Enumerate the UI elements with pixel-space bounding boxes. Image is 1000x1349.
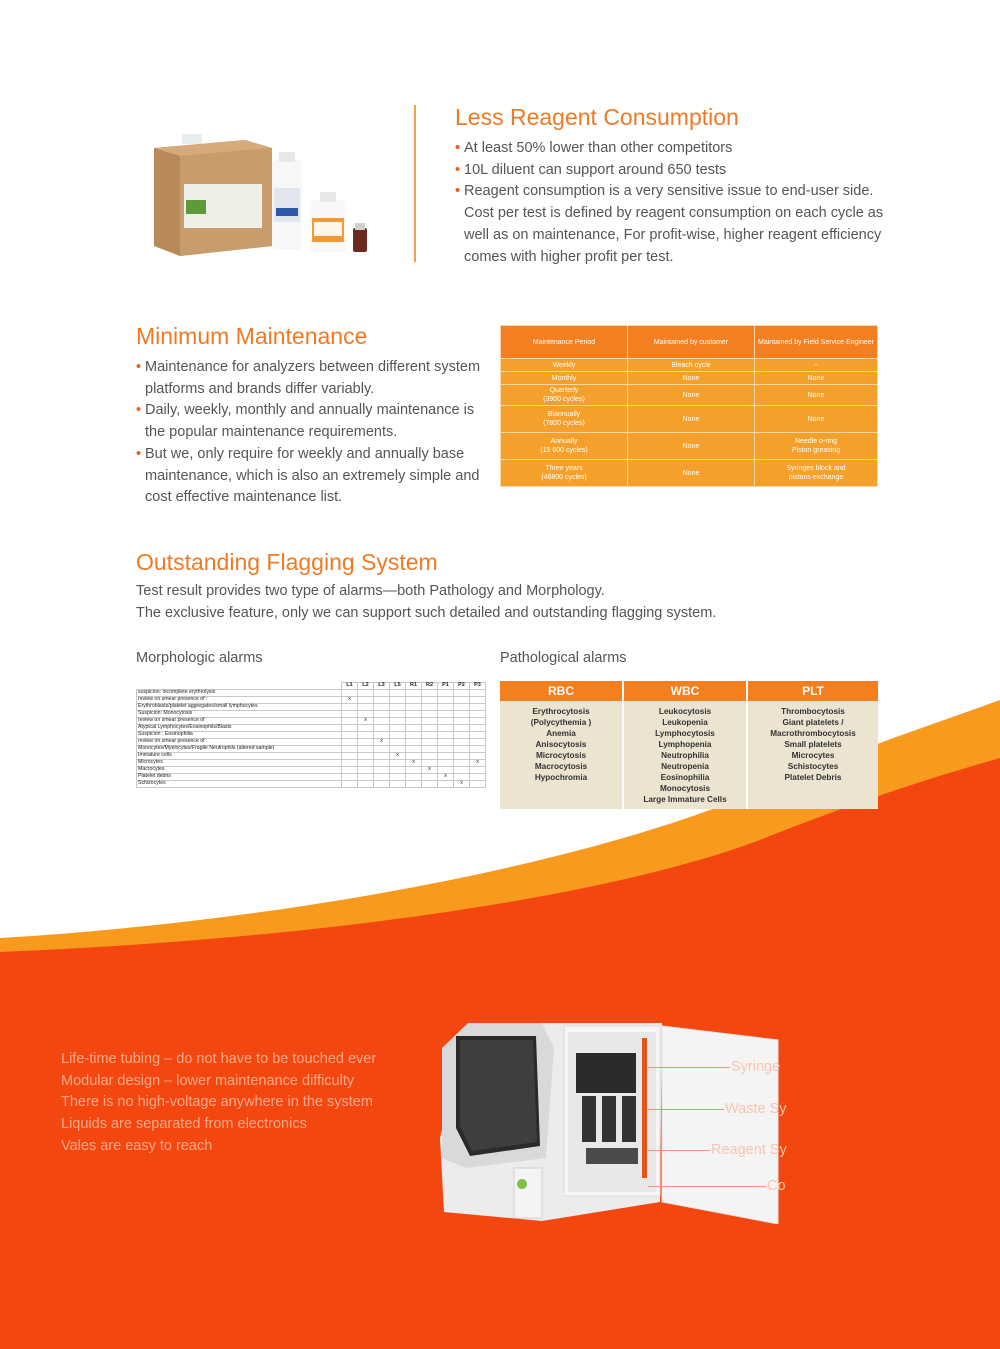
- table-cell: [374, 760, 390, 767]
- table-row: [501, 372, 878, 385]
- table-cell: [454, 718, 470, 725]
- table-header-wbc: WBC: [624, 681, 746, 701]
- table-row: [137, 781, 486, 788]
- table-cell: [374, 711, 390, 718]
- table-cell: Microcytes: [137, 760, 342, 767]
- table-cell: [470, 767, 486, 774]
- reagent-product-image: [150, 128, 380, 260]
- table-cell: [438, 704, 454, 711]
- table-cell: x: [422, 767, 438, 774]
- table-cell: [390, 781, 406, 788]
- callout-leader-line: [648, 1067, 730, 1068]
- maintenance-bullet: • Daily, weekly, monthly and annually maintenance is the popular maintenance requirements.: [136, 400, 486, 443]
- table-cell: [390, 711, 406, 718]
- table-cell: [406, 697, 422, 704]
- alarm-item: Small platelets: [784, 740, 842, 749]
- table-cell: [438, 746, 454, 753]
- table-cell: [454, 753, 470, 760]
- table-cell: [406, 767, 422, 774]
- table-cell: [438, 718, 454, 725]
- table-cell: Weekly: [501, 359, 628, 372]
- reagent-bullet: • 10L diluent can support around 650 tests: [455, 160, 887, 182]
- table-row: [501, 460, 878, 487]
- callout-reagent: Reagent Sy: [711, 1142, 787, 1158]
- alarm-item: Microcytosis: [535, 751, 587, 760]
- feature-item: There is no high-voltage anywhere in the system: [61, 1094, 373, 1111]
- table-cell: [438, 697, 454, 704]
- pathological-alarms-label: Pathological alarms: [500, 650, 627, 666]
- table-cell: [438, 732, 454, 739]
- table-cell: [406, 781, 422, 788]
- table-cell: [406, 746, 422, 753]
- feature-item: Life-time tubing – do not have to be touched ever: [61, 1051, 377, 1067]
- table-cell: [358, 725, 374, 732]
- table-cell: None: [755, 406, 878, 433]
- table-cell: [358, 732, 374, 739]
- table-cell: [374, 725, 390, 732]
- table-cell: [390, 774, 406, 781]
- maintenance-bullets: [136, 357, 486, 509]
- table-cell: x: [358, 718, 374, 725]
- table-cell: [390, 725, 406, 732]
- table-cell: Annually (15 600 cycles): [501, 433, 628, 460]
- table-header-rbc: RBC: [500, 681, 622, 701]
- table-cell: None: [628, 460, 755, 487]
- table-cell: [374, 753, 390, 760]
- table-cell: [438, 690, 454, 697]
- alarm-item: Macrothrombocytosis: [770, 729, 856, 738]
- table-cell: None: [755, 385, 878, 406]
- alarm-item: Eosinophilia: [660, 773, 710, 782]
- table-cell: None: [628, 385, 755, 406]
- table-cell: [470, 711, 486, 718]
- table-cell: [358, 774, 374, 781]
- alarm-item: (Polycythemia ): [530, 718, 592, 727]
- table-cell: [374, 690, 390, 697]
- alarm-item: Leukopenia: [662, 718, 708, 727]
- table-cell: Macrocytes: [137, 767, 342, 774]
- table-cell: [454, 732, 470, 739]
- table-row: [501, 433, 878, 460]
- table-cell: [470, 739, 486, 746]
- table-cell: [358, 697, 374, 704]
- callout-leader-line: [648, 1150, 710, 1151]
- table-header: L1: [342, 683, 358, 690]
- table-row: [137, 753, 486, 760]
- table-cell: [406, 690, 422, 697]
- table-cell: [358, 781, 374, 788]
- section-divider-line: [414, 105, 416, 262]
- callout-syringe: Syringe: [731, 1059, 781, 1075]
- table-cell: [406, 711, 422, 718]
- feature-item: Modular design – lower maintenance difficulty: [61, 1072, 355, 1089]
- table-cell: [438, 711, 454, 718]
- table-header: Maintenance Period: [501, 326, 628, 359]
- table-header: R2: [422, 683, 438, 690]
- alarm-item: Neutrophilia: [661, 751, 709, 760]
- table-cell: [438, 753, 454, 760]
- table-cell: [406, 739, 422, 746]
- alarm-item: Macrocytosis: [534, 762, 588, 771]
- table-header: P3: [470, 683, 486, 690]
- table-cell: [406, 774, 422, 781]
- table-cell: [358, 767, 374, 774]
- table-cell: [342, 760, 358, 767]
- table-cell: [406, 732, 422, 739]
- table-cell: [342, 774, 358, 781]
- table-cell: [438, 781, 454, 788]
- table-cell: Suspicion : Eosinophilia: [137, 732, 342, 739]
- table-cell: [390, 767, 406, 774]
- table-cell: None: [628, 372, 755, 385]
- table-cell: [390, 704, 406, 711]
- table-header-plt: PLT: [748, 681, 878, 701]
- table-row: [501, 385, 878, 406]
- table-cell: Needle o-ring Piston greasing: [755, 433, 878, 460]
- flagging-line: The exclusive feature, only we can support such detailed and outstanding flagging system.: [136, 604, 717, 621]
- table-cell: [470, 725, 486, 732]
- reagent-bullet: • Reagent consumption is a very sensitive issue to end-user side. Cost per test is defined by reagent consumption on each cycle as well as on maintenance, For profit-wise, higher reagent efficiency comes with higher profit per test.: [455, 181, 887, 268]
- analyzer-image: [436, 1018, 782, 1224]
- table-cell: [374, 704, 390, 711]
- table-cell: [454, 746, 470, 753]
- table-cell: [390, 718, 406, 725]
- table-row: [137, 767, 486, 774]
- table-row: [501, 406, 878, 433]
- table-cell: [342, 746, 358, 753]
- morphologic-alarms-table: [136, 682, 486, 788]
- table-cell: [342, 753, 358, 760]
- table-cell: [342, 725, 358, 732]
- table-cell: [374, 767, 390, 774]
- alarm-item: Large Immature Cells: [643, 795, 727, 804]
- table-header: L3: [374, 683, 390, 690]
- table-cell: [454, 690, 470, 697]
- table-cell: x: [342, 697, 358, 704]
- table-cell: review on smear presence of :: [137, 739, 342, 746]
- morphologic-alarms-label: Morphologic alarms: [136, 650, 263, 666]
- alarm-item: Leukocytosis: [658, 707, 712, 716]
- table-cell: [470, 732, 486, 739]
- reagent-bullet: • At least 50% lower than other competitors: [455, 138, 887, 160]
- pathological-alarms-table: [500, 681, 878, 809]
- table-cell: [454, 704, 470, 711]
- alarm-item: Anisocytosis: [535, 740, 587, 749]
- table-cell: [358, 760, 374, 767]
- table-cell: x: [374, 739, 390, 746]
- alarm-item: Monocytosis: [659, 784, 711, 793]
- table-cell: [422, 732, 438, 739]
- table-cell: [374, 746, 390, 753]
- callout-leader-line: [648, 1109, 724, 1110]
- table-cell: [422, 711, 438, 718]
- table-cell: Monthly: [501, 372, 628, 385]
- table-cell: x: [470, 760, 486, 767]
- maintenance-bullet: • Maintenance for analyzers between different system platforms and brands differ variably.: [136, 357, 486, 400]
- table-cell: [454, 697, 470, 704]
- flagging-description: [136, 581, 716, 624]
- table-cell: Quarterly (3900 cycles): [501, 385, 628, 406]
- table-header: Maintained by customer: [628, 326, 755, 359]
- table-cell: [406, 725, 422, 732]
- flagging-line: Test result provides two type of alarms—both Pathology and Morphology.: [136, 583, 605, 599]
- table-cell: [438, 760, 454, 767]
- plt-alarm-list: [748, 706, 878, 783]
- table-cell: Biannually (7800 cycles): [501, 406, 628, 433]
- table-cell: --: [755, 359, 878, 372]
- alarm-item: Lymphocytosis: [655, 729, 715, 738]
- table-cell: [342, 739, 358, 746]
- table-header-row: [501, 326, 878, 359]
- table-cell: Monocytes/Myelocytes/Fragile Neutrophils (altered sample): [137, 746, 342, 753]
- table-cell: [422, 690, 438, 697]
- table-cell: Three years (46800 cycles): [501, 460, 628, 487]
- table-cell: None: [628, 433, 755, 460]
- table-row: [501, 359, 878, 372]
- table-cell: [342, 711, 358, 718]
- alarm-item: Schistocytes: [787, 762, 839, 771]
- table-cell: [470, 718, 486, 725]
- table-cell: Schizocytes: [137, 781, 342, 788]
- alarm-item: Lymphopenia: [658, 740, 712, 749]
- table-cell: [342, 781, 358, 788]
- table-cell: [342, 767, 358, 774]
- table-cell: [438, 739, 454, 746]
- table-cell: Bleach cycle: [628, 359, 755, 372]
- table-cell: None: [755, 372, 878, 385]
- table-cell: [358, 704, 374, 711]
- maintenance-title: Minimum Maintenance: [136, 323, 368, 349]
- table-cell: [406, 704, 422, 711]
- alarm-item: Erythrocytosis: [532, 707, 590, 716]
- table-cell: [390, 739, 406, 746]
- table-header: L2: [358, 683, 374, 690]
- table-cell: [454, 711, 470, 718]
- alarm-item: Anemia: [546, 729, 576, 738]
- table-row: [137, 774, 486, 781]
- table-cell: [470, 697, 486, 704]
- table-cell: review on smear presence of :: [137, 697, 342, 704]
- table-cell: [422, 725, 438, 732]
- rbc-alarm-list: [500, 706, 622, 783]
- table-row: [137, 760, 486, 767]
- table-cell: [422, 746, 438, 753]
- table-cell: Syringes block and pistons exchange: [755, 460, 878, 487]
- table-cell: [422, 774, 438, 781]
- table-cell: [374, 697, 390, 704]
- table-cell: [358, 739, 374, 746]
- alarm-item: Thrombocytosis: [781, 707, 845, 716]
- table-cell: [390, 690, 406, 697]
- table-cell: None: [628, 406, 755, 433]
- table-cell: x: [406, 760, 422, 767]
- alarm-item: Giant platelets /: [782, 718, 844, 727]
- table-header: Maintained by Field Service Engineer: [755, 326, 878, 359]
- table-cell: [454, 725, 470, 732]
- wbc-alarm-list: [624, 706, 746, 805]
- table-cell: [374, 781, 390, 788]
- table-cell: suspicion: incomplete erythrolysis: [137, 690, 342, 697]
- table-cell: [470, 781, 486, 788]
- table-cell: [470, 690, 486, 697]
- feature-item: Vales are easy to reach: [61, 1137, 213, 1154]
- table-cell: [342, 732, 358, 739]
- maintenance-table: [500, 325, 878, 487]
- alarm-item: Platelet Debris: [784, 773, 842, 782]
- table-cell: [470, 774, 486, 781]
- alarm-item: Neutropenia: [661, 762, 709, 771]
- table-cell: [422, 781, 438, 788]
- table-cell: review on smear presence of: [137, 718, 342, 725]
- table-cell: [390, 697, 406, 704]
- callout-leader-line: [648, 1186, 766, 1187]
- table-cell: [470, 746, 486, 753]
- table-cell: Erythroblasts/platelet aggregates/small lymphocytes: [137, 704, 342, 711]
- table-cell: [374, 774, 390, 781]
- table-cell: [438, 725, 454, 732]
- feature-item: Liquids are separated from electronics: [61, 1116, 307, 1133]
- table-cell: [406, 718, 422, 725]
- alarm-item: Hypochromia: [534, 773, 588, 782]
- table-cell: [422, 739, 438, 746]
- table-cell: [374, 718, 390, 725]
- table-cell: [422, 704, 438, 711]
- table-cell: Platelet debris: [137, 774, 342, 781]
- table-cell: [422, 697, 438, 704]
- table-cell: Immature cells: [137, 753, 342, 760]
- table-cell: [422, 718, 438, 725]
- table-header: R1: [406, 683, 422, 690]
- table-header: P2: [454, 683, 470, 690]
- table-cell: [454, 760, 470, 767]
- table-cell: [390, 760, 406, 767]
- flagging-title: Outstanding Flagging System: [136, 549, 438, 575]
- table-cell: [358, 753, 374, 760]
- reagent-title: Less Reagent Consumption: [455, 104, 739, 130]
- table-row: [137, 746, 486, 753]
- maintenance-bullet: • But we, only require for weekly and annually base maintenance, which is also an extremely simple and cost effective maintenance list.: [136, 444, 486, 509]
- table-cell: [390, 732, 406, 739]
- table-cell: [358, 746, 374, 753]
- table-cell: [470, 704, 486, 711]
- callout-waste: Waste Sy: [725, 1101, 787, 1117]
- table-cell: [342, 704, 358, 711]
- table-header: P1: [438, 683, 454, 690]
- table-cell: x: [454, 781, 470, 788]
- feature-list: [61, 1049, 441, 1158]
- table-cell: [358, 690, 374, 697]
- table-cell: x: [390, 753, 406, 760]
- alarm-item: Microcytes: [791, 751, 835, 760]
- table-cell: [454, 739, 470, 746]
- reagent-bullets: [455, 138, 887, 268]
- table-cell: Atypical Lymphocytes/Eosinophils/Blasts: [137, 725, 342, 732]
- table-header: L5: [390, 683, 406, 690]
- table-cell: x: [438, 774, 454, 781]
- table-cell: [342, 718, 358, 725]
- table-cell: [422, 753, 438, 760]
- table-cell: Suspicion: Monocytosis: [137, 711, 342, 718]
- table-cell: [454, 767, 470, 774]
- callout-co: Co: [767, 1178, 786, 1194]
